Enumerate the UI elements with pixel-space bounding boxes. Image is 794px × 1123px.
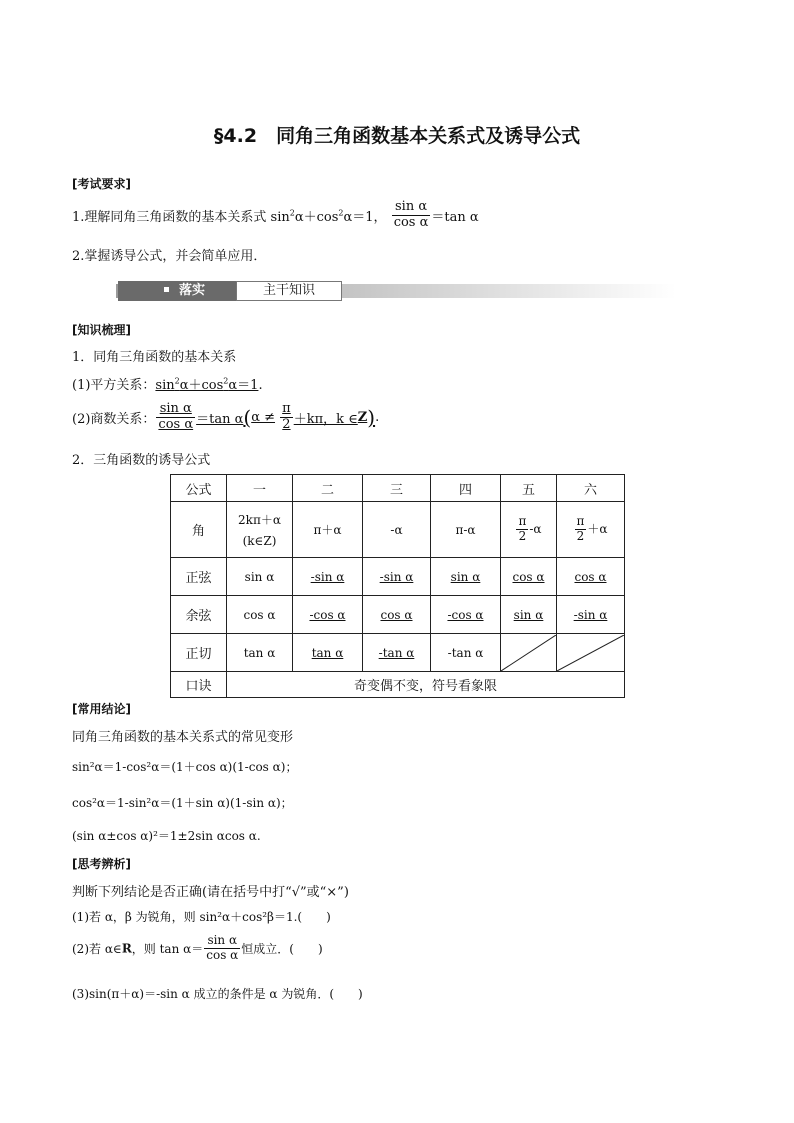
exam-requirement-2: 2.掌握诱导公式，并会简单应用．	[72, 249, 267, 264]
formula-3: (sin α±cos α)²＝1±2sin αcos α.	[72, 829, 261, 843]
conclusions-heading: 同角三角函数的基本关系式的常见变形	[72, 730, 294, 745]
table-cell: -sin α	[293, 558, 363, 596]
table-header-cell: 四	[431, 475, 501, 502]
fraction: $\frac{\text{sin α}}{\text{cos α}}$	[393, 199, 429, 230]
square-relation: (1)平方关系：$\sin^2\alpha+\cos^2\alpha=1$.	[72, 376, 263, 393]
table-cell: π-α	[431, 502, 501, 558]
table-cell: 2kπ＋α (k∈Z)	[227, 502, 293, 558]
table-row-cos	[171, 596, 625, 634]
table-cell: cos α	[557, 558, 625, 596]
table-cell: cos α	[363, 596, 431, 634]
question-2: (2)若 α∈R，则 tan α＝ $\frac{\text{sin α}}{\text{cos α}}$ 恒成立．( )	[72, 933, 323, 962]
table-cell: cos α	[227, 596, 293, 634]
fraction: $\frac{\text{sin α}}{\text{cos α}}$	[158, 401, 194, 432]
formula-1: sin²α＝1-cos²α＝(1＋cos α)(1-cos α)；	[72, 760, 298, 774]
table-cell: π＋α	[293, 502, 363, 558]
section-heading-2: 2．三角函数的诱导公式	[72, 453, 211, 468]
table-cell: cos α	[501, 558, 557, 596]
row-label: 正切	[171, 634, 227, 672]
question-3: (3)sin(π＋α)＝-sin α 成立的条件是 α 为锐角．( )	[72, 987, 363, 1001]
table-cell: $\frac{\pi}{2}$ ＋α	[557, 502, 625, 558]
table-cell: -cos α	[431, 596, 501, 634]
table-row-angle	[171, 502, 625, 558]
table-cell-empty	[557, 634, 625, 672]
table-cell: -cos α	[293, 596, 363, 634]
row-label: 口诀	[171, 672, 227, 698]
table-cell: $\frac{\pi}{2}$ -α	[501, 502, 557, 558]
page-title: §4.2 同角三角函数基本关系式及诱导公式	[213, 125, 581, 147]
table-row-rhyme	[171, 672, 625, 698]
table-cell: -tan α	[363, 634, 431, 672]
table-cell: sin α	[501, 596, 557, 634]
rhyme-cell: 奇变偶不变，符号看象限	[227, 672, 625, 698]
quotient-relation: (2)商数关系： $\frac{\text{sin α}}{\text{cos α}}$ ＝tan α(α ≠ $\frac{\pi}{2}$ ＋kπ，k ∈Z).	[72, 401, 380, 432]
square-bullet-icon	[164, 287, 169, 292]
table-cell: tan α	[227, 634, 293, 672]
diagonal-slash	[557, 635, 624, 671]
exam-requirement-1: 1.理解同角三角函数的基本关系式 $\sin^2\alpha+\cos^2\alpha=1$， $\frac{\text{sin α}}{\text{cos α}}$ ＝tan α	[72, 199, 479, 230]
table-header-cell: 公式	[171, 475, 227, 502]
table-header-cell: 三	[363, 475, 431, 502]
row-label: 余弦	[171, 596, 227, 634]
table-cell: -tan α	[431, 634, 501, 672]
row-label: 正弦	[171, 558, 227, 596]
table-row-tan	[171, 634, 625, 672]
table-cell: -α	[363, 502, 431, 558]
thinking-tag: [思考辨析]	[72, 857, 131, 871]
table-header-cell: 一	[227, 475, 293, 502]
formula-2: cos²α＝1-sin²α＝(1＋sin α)(1-sin α)；	[72, 796, 293, 810]
table-header-cell: 五	[501, 475, 557, 502]
table-cell: sin α	[227, 558, 293, 596]
table-cell-empty	[501, 634, 557, 672]
induction-formula-table	[170, 474, 625, 698]
table-cell: tan α	[293, 634, 363, 672]
thinking-prompt: 判断下列结论是否正确(请在括号中打“√”或“×”)	[72, 885, 349, 900]
diagonal-slash	[501, 635, 556, 671]
knowledge-tag: [知识梳理]	[72, 323, 131, 337]
conclusions-tag: [常用结论]	[72, 702, 131, 716]
section-heading-1: 1．同角三角函数的基本关系	[72, 350, 237, 365]
row-label: 角	[171, 502, 227, 558]
exam-requirements-tag: [考试要求]	[72, 177, 131, 191]
banner-label-dark: 落实	[118, 281, 236, 301]
table-header-cell: 二	[293, 475, 363, 502]
table-header-row	[171, 475, 625, 502]
table-row-sin	[171, 558, 625, 596]
question-1: (1)若 α，β 为锐角，则 sin²α＋cos²β＝1.( )	[72, 910, 331, 924]
banner-label-light: 主干知识	[236, 281, 342, 301]
square-relation-formula: $\sin^2\alpha+\cos^2\alpha=1$	[155, 376, 259, 393]
table-cell: sin α	[431, 558, 501, 596]
table-cell: -sin α	[557, 596, 625, 634]
fraction: $\frac{\text{sin α}}{\text{cos α}}$	[206, 933, 239, 962]
table-header-cell: 六	[557, 475, 625, 502]
fraction: $\frac{\pi}{2}$	[282, 401, 291, 432]
section-banner	[116, 281, 676, 301]
table-cell: -sin α	[363, 558, 431, 596]
